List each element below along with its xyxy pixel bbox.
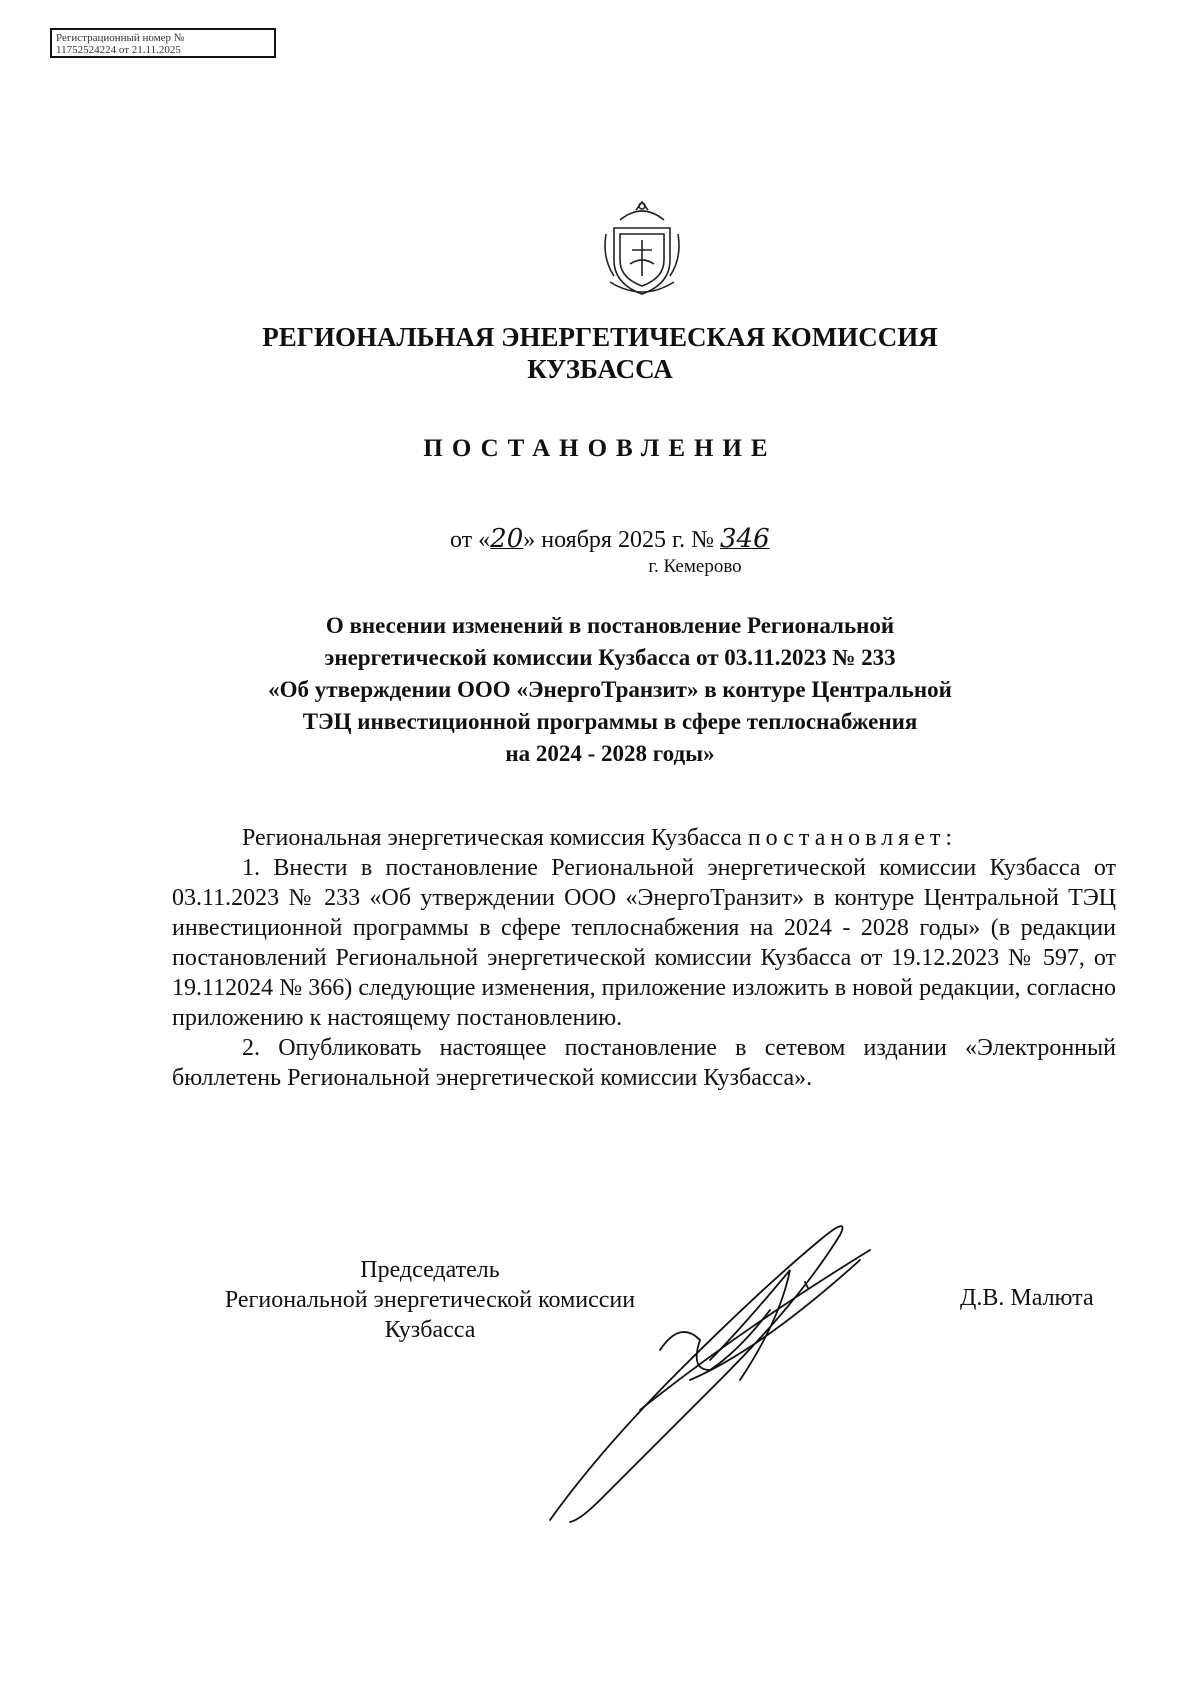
document-type: ПОСТАНОВЛЕНИЕ (423, 435, 777, 462)
date-day: 20 (490, 524, 524, 554)
subject-line-2: энергетической комиссии Кузбасса от 03.11.2023 № 233 (324, 645, 896, 670)
document-number: 346 (719, 524, 770, 554)
body-intro (172, 823, 1116, 853)
body-intro-text: Региональная энергетическая комиссия Кузбасса (242, 825, 742, 851)
organization-title-line-1: РЕГИОНАЛЬНАЯ ЭНЕРГЕТИЧЕСКАЯ КОМИССИЯ (262, 322, 938, 352)
date-prefix: от « (450, 527, 491, 553)
organization-title (0, 321, 1200, 385)
registration-line-1: Регистрационный номер № (56, 32, 185, 44)
body-paragraph-1: 1. Внести в постановление Региональной энергетической комиссии Кузбасса от 03.11.2023 № 233 «Об утверждении ООО «ЭнергоТранзит» в контуре Центральной ТЭЦ инвестиционной программы в сфере теплоснабжения на 2024 - 2028 годы» (в редакции постановлений Региональной энергетической комиссии Кузбасса от 19.12.2023 № 597, от 19.112024 № 366) следующие изменения, приложение изложить в новой редакции, согласно приложению к настоящему постановлению. (172, 855, 1116, 1031)
coat-of-arms-icon (600, 198, 684, 298)
signatory-title-line-2: Региональной энергетической комиссии (224, 1287, 636, 1313)
subject-line-3: «Об утверждении ООО «ЭнергоТранзит» в контуре Центральной (268, 677, 952, 702)
body-paragraph-2: 2. Опубликовать настоящее постановление в сетевом издании «Электронный бюллетень Региональной энергетической комиссии Кузбасса». (172, 1035, 1116, 1091)
subject-line-4: ТЭЦ инвестиционной программы в сфере теплоснабжения (302, 709, 918, 734)
registration-stamp (50, 28, 276, 58)
signatory-title-line-1: Председатель (360, 1257, 500, 1283)
registration-line-2: 11752524224 от 21.11.2025 (56, 44, 181, 56)
date-middle: » ноября 2025 г. № (523, 527, 714, 553)
document-subject (200, 610, 1020, 770)
signatory-name: Д.В. Малюта (960, 1285, 1094, 1311)
signatory-title-line-3: Кузбасса (384, 1317, 476, 1343)
subject-line-1: О внесении изменений в постановление Региональной (325, 613, 895, 638)
subject-line-5: на 2024 - 2028 годы» (505, 741, 715, 766)
date-line (450, 524, 770, 554)
handwritten-signature (540, 1200, 960, 1540)
document-body (172, 823, 1116, 1093)
city: г. Кемерово (648, 556, 742, 577)
organization-title-line-2: КУЗБАССА (527, 354, 673, 384)
body-intro-verb: постановляет: (747, 825, 958, 851)
